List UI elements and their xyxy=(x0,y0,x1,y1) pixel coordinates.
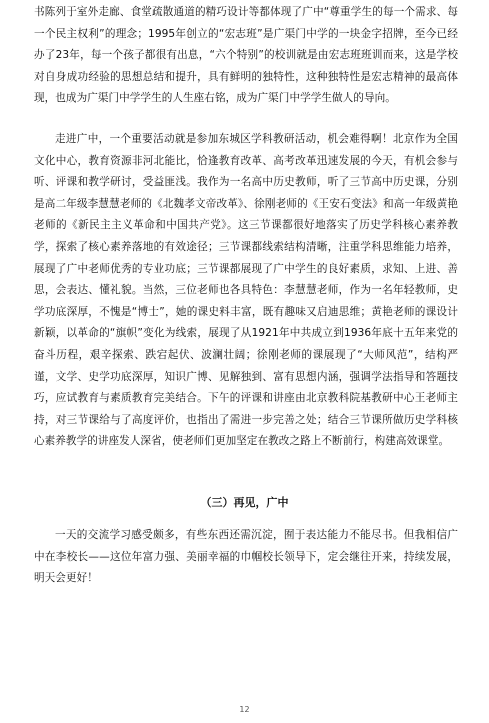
paragraph-teaching-research: 走进广中，一个重要活动就是参加东城区学科教研活动，机会难得啊！北京作为全国文化中心，教育资源非河北能比，恰逢教育改革、高考改革迅速发展的今天，有机会参与听、评课和教学研讨，受益匪浅。我作为一名高中历史教师，听了三节高中历史课，分别是高二年级李慧慧老师的《北魏孝文帝改革》、徐刚老师的《王安石变法》和高一年级黄艳老师的《新民主主义革命和中国共产党》。这三节课都很好地落实了历史学科核心素养教学，探索了核心素养落地的有效途径；三节课都线索结构清晰，注重学科思维能力培养，展现了广中老师优秀的专业功底；三节课都展现了广中学生的良好素质，求知、上进、善思，会表达、懂礼貌。当然，三位老师也各具特色：李慧慧老师，作为一名年轻教师，史学功底深厚，不愧是“博士”，她的课史料丰富，既有趣味又启迪思维；黄艳老师的课设计新颖，以革命的“旗帜”变化为线索，展现了从1921年中共成立到1936年底十五年来党的奋斗历程，艰辛探索、跌宕起伏、波澜壮阔；徐刚老师的课展现了“大师风范”，结构严谨，文学、史学功底深厚，知识广博、见解独到、富有思想内涵，强调学法指导和答题技巧，应试教育与素质教育完美结合。下午的评课和讲座由北京教科院基教研中心王老师主持，对三节课给与了高度评价，也指出了需进一步完善之处；结合三节课所做历史学科核心素养教学的讲座发人深省，使老师们更加坚定在教改之路上不断前行，构建高效课堂。 xyxy=(34,133,458,448)
paragraph-farewell: 一天的交流学习感受颇多，有些东西还需沉淀，囿于表达能力不能尽书。但我相信广中在李校长——这位年富力强、美丽幸福的巾帼校长领导下，定会继往开来，持续发展，明天会更好！ xyxy=(34,529,458,585)
page-number: 12 xyxy=(239,705,250,714)
section-heading: （三）再见，广中 xyxy=(200,496,289,509)
paragraph-campus-culture: 书陈列于室外走廊、食堂疏散通道的精巧设计等都体现了广中“尊重学生的每一个需求、每一个民主权利”的理念；1995年创立的“宏志班”是广渠门中学的一块金字招牌，至今已经办了23年，每一个孩子都很有出息，“六个特别”的校训就是由宏志班班训而来，这是学校对自身成功经验的思想总结和提升，具有鲜明的独特性，这种独特性是宏志精神的最高体现，也成为广渠门中学学生的人生座右铭，成为广渠门中学学生做人的导向。 xyxy=(34,6,458,105)
